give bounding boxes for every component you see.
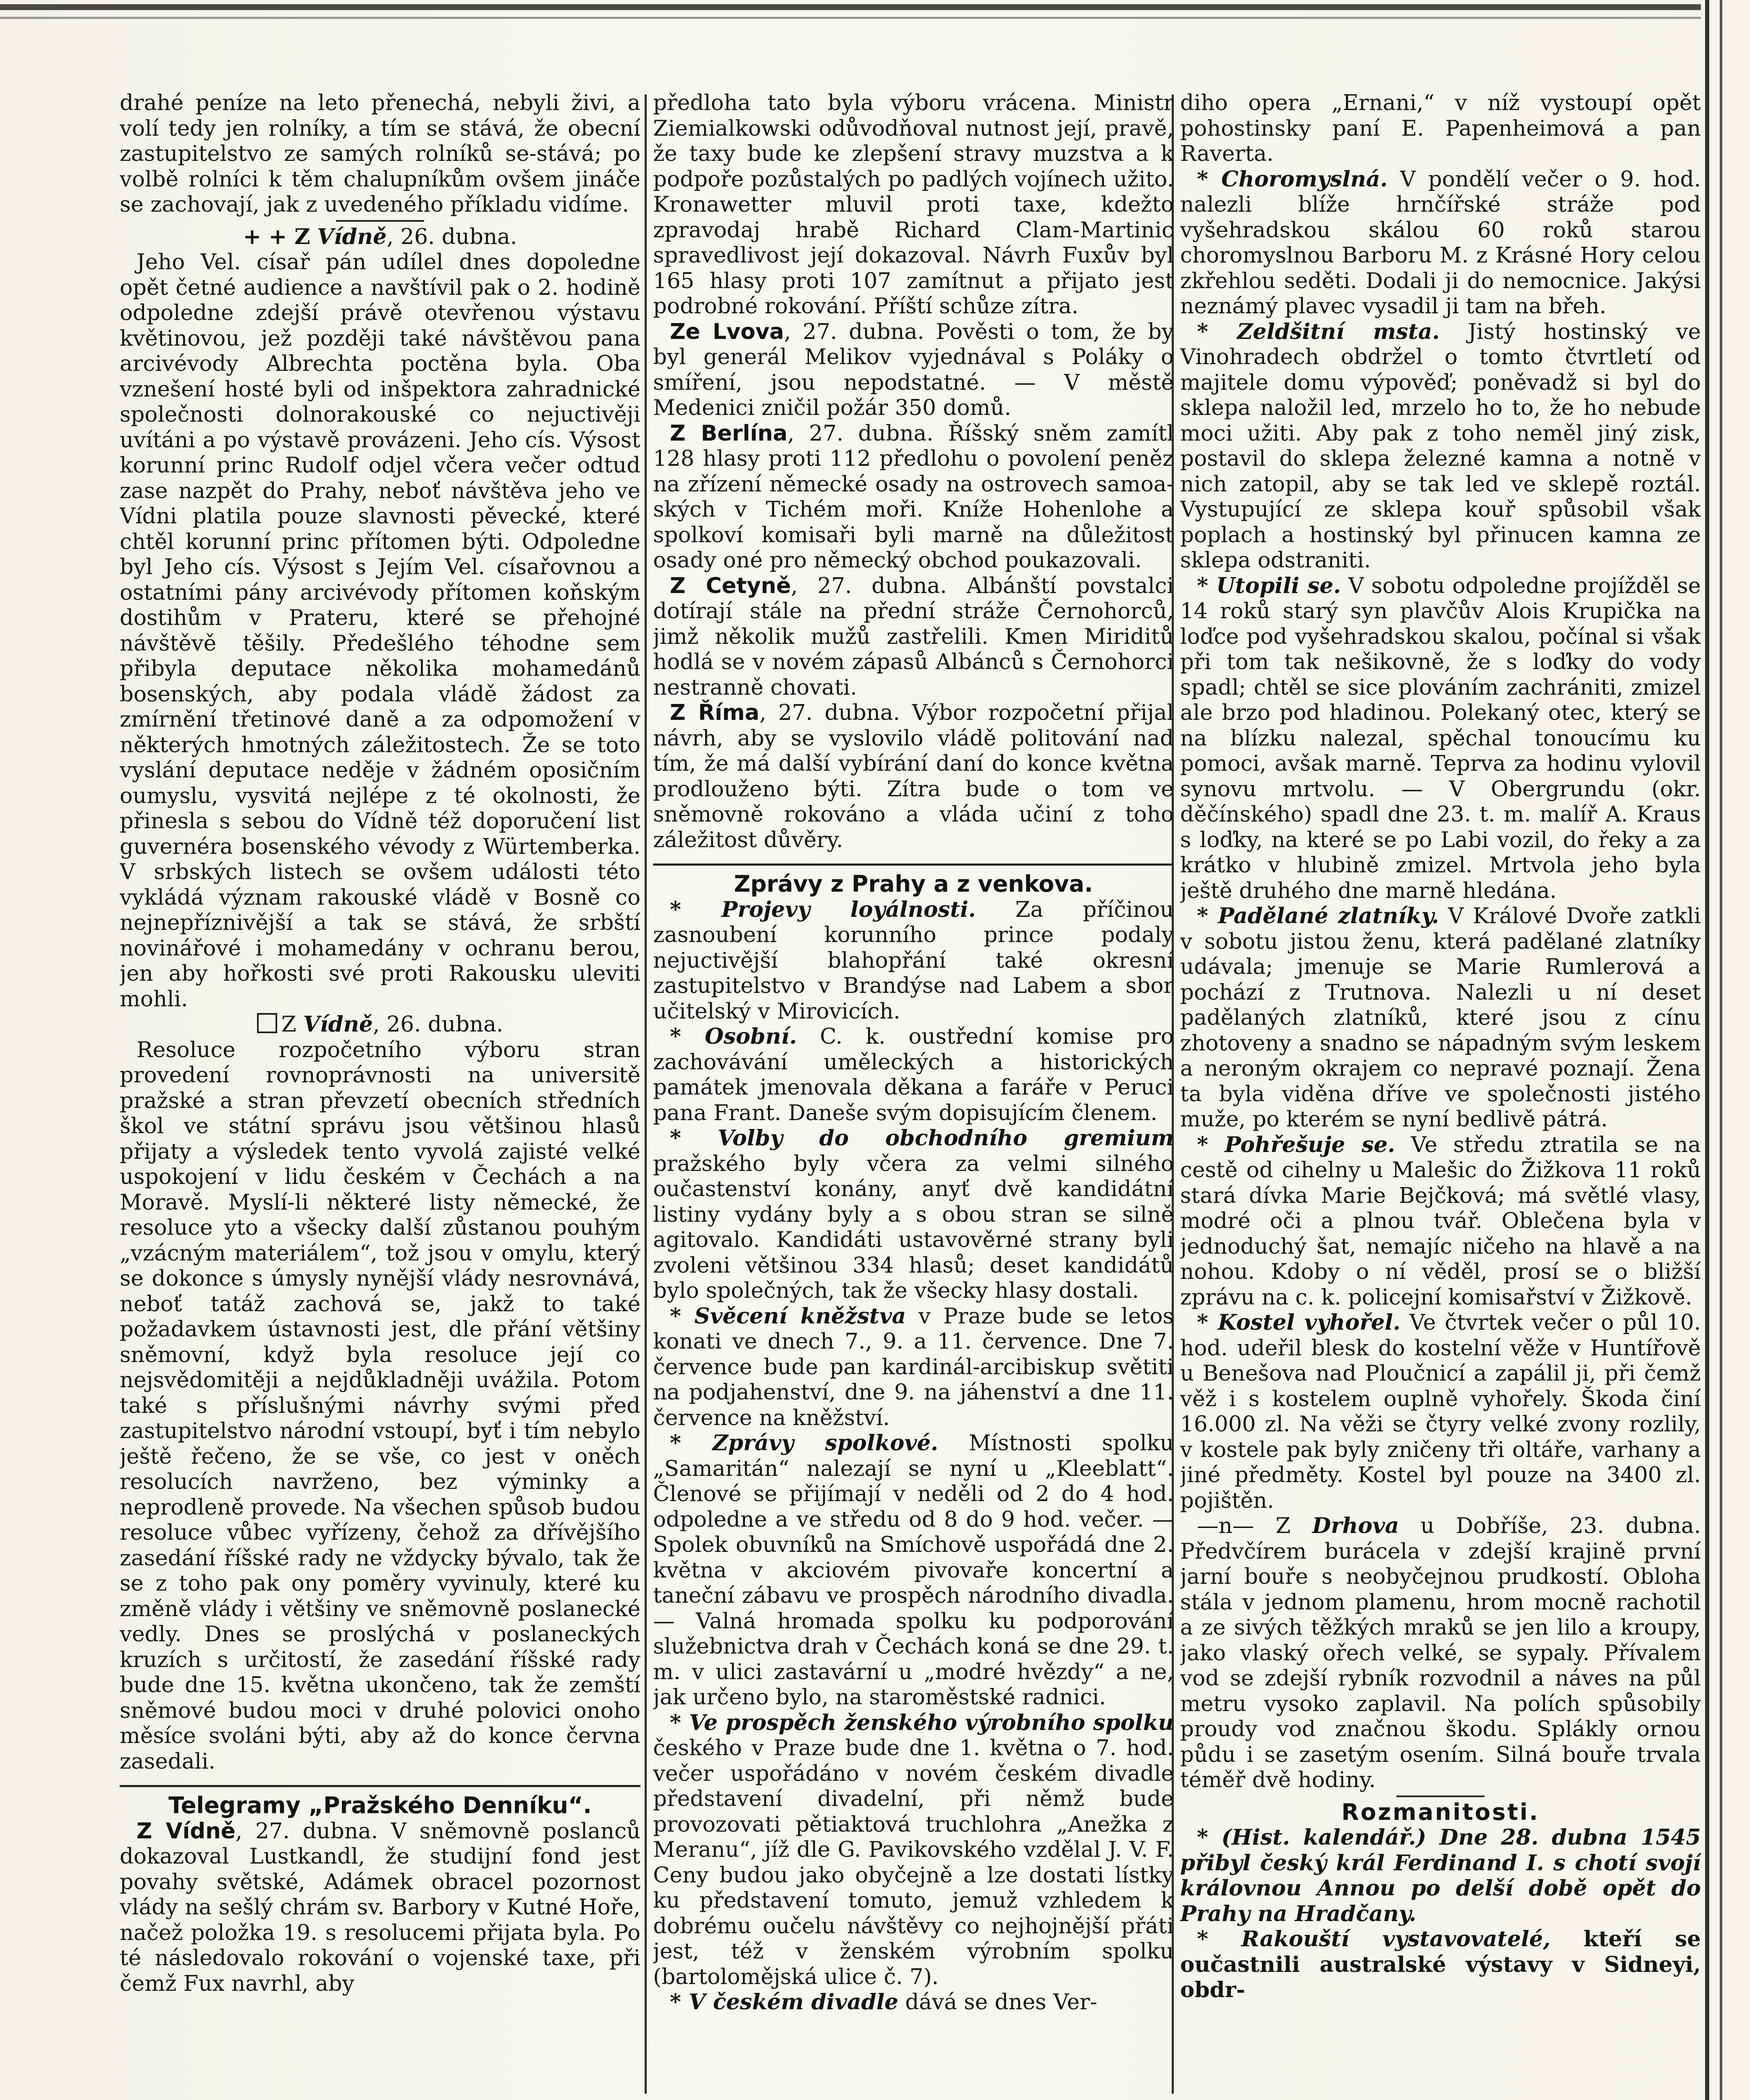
paragraph-continuation: diho opera „Ernani,“ v níž vystoupí opět pohostinsky paní E. Papenheimová a pan Raverta. [1180,90,1701,166]
telegram-city: Ze Lvova [670,319,784,344]
news-text: Ve čtvrtek večer o půl 10. hod. udeřil blesk do kostelní věže v Huntířově u Benešova nad Ploučnicí a zapálil ji, při čemž věž i s kostelem ouplně vyhořely. Škoda činí 16.000 zl. Na věži se čtyry velké zvony rozlily, v kostele pak byly zničeny tři oltáře, varhany a jiné předměty. Kostel byl pouze na 3400 zl. pojištěn. [1180,1310,1701,1513]
news-title: * Pohřešuje se. [1197,1132,1395,1158]
news-text: V pondělí večer o 9. hod. nalezli blíže hrnčířské stráže pod vyšehradskou skálou 60 roků starou choromyslnou Barboru M. z Krásné Hory celou zkřehlou seděti. Dodali ji do nemocnice. Jakýsi neznámý plavec vysadil ji tam na břeh. [1180,166,1701,319]
news-text: C. k. oustřední komise pro zachovávání uměleckých a historických památek jmenovala děkana a faráře v Peruci pana Frant. Daneše svým dopisujícím členem. [653,1024,1174,1126]
column-3 [1180,90,1701,2098]
dateline-date: , 26. dubna. [373,1012,504,1037]
telegram-lvov [653,319,1174,421]
heading-miscellany: Rozmanitosti. [1341,1798,1540,1825]
dateline-vienna-2 [120,1012,640,1037]
news-text: českého v Praze bude dne 1. května o 7. hod. večer uspořádáno v novém českém divadle představení divadelní, při němž bude provozovati pětiaktová truchlohra „Anežka z Meranu“, jíž dle G. Pavikovského vzdělal J. V. F. Ceny budou jako obyčejně a lze dostati lístky ku představení tomuto, jemuž vzhledem k dobrému oučelu návštěvy co nejhojnější přáti jest, též v ženském výrobním spolku (bartolomějská ulice č. 7). [653,1735,1174,1990]
news-ordination [653,1304,1174,1431]
misc-text: kteří se oučastnili australské výstavy v Sidneyi, obdr- [1180,1927,1701,2003]
misc-text: Dne 28. dubna 1545 přibyl český král Ferdinand I. s chotí svojí královnou Annou po delší době opět do Prahy na Hradčany. [1180,1825,1701,1927]
telegram-berlin [653,421,1174,573]
news-drowned [1180,573,1701,904]
separator-rule [1396,1796,1485,1797]
news-text: dává se dnes Ver- [898,1990,1097,2015]
news-title: * Osobní. [670,1024,797,1049]
top-border-rule-thin [0,17,1701,19]
news-title: * Utopili se. [1197,573,1341,598]
news-title: * Padělané zlatníky. [1197,903,1439,929]
telegram-text: , 27. dubna. Albánští povstalci dotírají stále na přední stráže Černohorců, jimž několik mužů zastřelili. Kmen Miriditů hodlá se v novém zápasů Albánců s Černohorci nestranně chovati. [653,573,1174,700]
news-personal [653,1024,1174,1126]
news-theatre [653,1990,1174,2015]
telegram-city: Z Říma [670,700,760,725]
section-rule [653,864,1174,866]
news-text: V sobotu odpoledne projížděl se 14 roků starý syn plavčův Alois Krupička na loďce pod vyšehradskou skalou, počínal si však při tom tak nešikovně, že s loďky do vody spadl; chtěl se sice plováním zachrániti, zmizel ale brzo pod hladinou. Polekaný otec, který se na blízku nalezal, spěchal tonoucímu ku pomoci, avšak marně. Teprva za hodinu vylovil synovu mrtvolu. — V Obergrundu (okr. děčínského) spadl dne 23. t. m. malíř A. Kraus s loďky, na které se po Labi vozil, do řeky a za krátko v hlubině zmizel. Mrtvola jeho byla ještě druhého dne marně hledána. [1180,573,1701,903]
news-insane-woman [1180,167,1701,319]
dateline-prefix: Z [281,1012,296,1037]
news-societies [653,1431,1174,1710]
news-lead: —n— Z [1197,1513,1291,1538]
news-loyalty [653,897,1174,1024]
news-elections [653,1126,1174,1304]
news-revenge [1180,319,1701,573]
dateline-city: Vídně [317,224,387,249]
news-text: Jistý hostinský ve Vinohradech obdržel o tomto čtvrtletí od majitele domu výpověď; poněvadž si byl do sklepa naložil led, mrzelo ho to, že ho nebude moci užiti. Aby pak z toho neměl jiný zisk, postavil do sklepa železné kamna a notně v nich zatopil, aby se tak led ve sklepě roztál. Vystupující ze sklepa kouř spůsobil však poplach a hostinský byl přinucen kamna ze sklepa odstraniti. [1180,319,1701,573]
misc-calendar [1180,1825,1701,1927]
dateline-city: Vídně [303,1012,373,1037]
news-text: v Praze bude se letos konati ve dnech 7., 9. a 11. července. Dne 7. července bude pan kardinál-arcibiskup světiti na podjahenství, dne 9. na jáhenství a dne 11. července na kněžství. [653,1303,1174,1431]
news-text: Ve středu ztratila se na cestě od cihelny u Malešic do Žižkova 11 roků stará dívka Marie Bejčková; má světlé vlasy, modré oči a plnou tvář. Oblečena byla v jednoduchý šat, nemajíc ničeho na hlavě a na nohou. Kdoby o ní věděl, prosí se o bližší zprávu na c. k. policejní komisařství v Žižkově. [1180,1132,1701,1310]
telegram-text: , 27. dubna. Říšský sněm zamítl 128 hlasy proti 112 předlohu o povolení peněz na zřízení německé osady na ostrovech samoa-ských v Tichém moři. Kníže Hohenlohe a spolkoví komisaři byli marně na důležitost osady oné pro německý obchod poukazovali. [653,420,1174,573]
box-mark-icon [257,1013,277,1033]
news-title: * Choromyslná. [1197,166,1388,192]
separator-rule [336,220,424,222]
column-divider-1 [645,94,647,2094]
telegram-cetyne [653,573,1174,701]
paragraph-resolution: Resoluce rozpočetního výboru stran provedení rovnoprávnosti na universitě pražské a stran převzetí obecních středních škol ve státní správu jsou většinou hlasů přijaty a výsledek tento vyvolá zajisté velké uspokojení v lidu českém v Čechách a na Moravě. Myslí-li některé listy německé, že resoluce yto a všecky další zůstanou pouhým „vzácným materiálem“, tož jsou v omylu, který se dokonce s úmysly nynější vlády nesrovnává, neboť tatáž zachová se, jakž to také požadavkem ústavnosti jest, dle přání většiny sněmovní, když byla resoluce její co nejsvědomitěji a nejdůkladněji uvážila. Potom také s příslušnými návrhy svými před zastupitelstvo národní vstoupí, byť i tím nebylo ještě řečeno, že se vše, co jest v oněch resolucích navrženo, bez výminky a neprodleně provede. Na všechen spůsob budou resoluce vůbec vyřízeny, čehož za dřívějšího zasedání říšské rady ne vždycky bývalo, tak že se z toho pak ony poměry vyvinuly, které ku změně vlády i většiny ve sněmovně poslanecké vedly. Dnes se proslýchá v poslaneckých kruzích s určitostí, že zasedání říšské rady bude dne 15. května ukončeno, tak že zemští sněmové budou moci v druhé polovici onoho měsíce svoláni býti, aby až do konce června zasedali. [120,1037,640,1774]
news-text: u Dobříše, 23. dubna. Předvčírem burácela v zdejší krajině první jarní bouře s neobyčejnou prudkostí. Obloha stála v jednom plamenu, hrom mocně rachotil a ze sivých těžkých mraků se jen lilo a kroupy, jako vlaský ořech velké, se sypaly. Přívalem vod se zdejší rybník rozvodnil a náves na půl metru vysoko zaplavil. Na polích spůsobily proudy vod značnou škodu. Splákly ornou půdu i se zasetým osením. Silná bouře trvala téměř dvě hodiny. [1180,1513,1701,1793]
news-text: Místnosti spolku „Samaritán“ nalezají se nyní u „Kleeblatt“. Členové se přijímají v neděli od 2 do 4 hod. odpoledne a ve středu od 8 do 9 hod. večer. — Spolek obuvníků na Smíchově uspořádá dne 2. května v akciovém pivovaře koncertní a taneční zábavu ve prospěch národního divadla. — Valná hromada spolku ku podporování služebnictva drah v Čechách koná se dne 29. t. m. v ulici zastavární u „modré hvězdy“ a ne, jak určeno bylo, na staroměstské radnici. [653,1431,1174,1710]
telegram-city: Z Vídně [136,1818,236,1844]
column-1 [120,90,640,2098]
news-text: pražského byly včera za velmi silného oučastenství konány, anyť dvě kandidátní listiny vydány byly a s obou stran se silně agitovalo. Kandidáti ustavověrné strany byli zvoleni většinou 334 hlasů; deset kandidátů bylo společných, tak že všecky hlasy dostali. [653,1151,1174,1303]
right-border-rule-thin [1720,0,1722,2100]
dateline-mark: + + Z [243,224,310,249]
telegram-city: Z Cetyně [670,573,791,598]
news-city: Drhova [1312,1513,1399,1538]
misc-exhibitors [1180,1927,1701,2003]
heading-telegrams: Telegramy „Pražského Denníku“. [168,1792,592,1819]
heading-prague-news: Zprávy z Prahy a z venkova. [734,871,1093,897]
news-title: * Svěcení kněžstva [670,1303,906,1329]
top-border-rule [0,4,1701,10]
news-title: * Projevy loyálnosti. [670,897,976,922]
telegram-rome [653,700,1174,853]
column-2 [653,90,1174,2098]
telegram-vienna [120,1819,640,1997]
news-title: * Zprávy spolkové. [670,1431,939,1456]
news-title: * Zeldšitní msta. [1197,319,1440,344]
news-title: * Ve prospěch ženského výrobního spolku [670,1710,1174,1735]
news-drhov-storm [1180,1513,1701,1793]
misc-title: * (Hist. kalendář.) [1197,1825,1427,1850]
news-counterfeit [1180,903,1701,1132]
telegram-text: , 27. dubna. Pověsti o tom, že by byl generál Melikov vyjednával s Poláky o smíření, jsou nepodstatné. — V městě Medenici zničil požár 350 domů. [653,319,1174,420]
paragraph-vienna-report: Jeho Vel. císař pán udílel dnes dopoledne opět četné audience a navštívil pak o 2. hodině odpoledne zdejší právě otevřenou výstavu květinovou, jež později také návštěvou pana arcivévody Albrechta poctěna byla. Oba vznešení hosté byli od inšpektora zahradnické společnosti dolnorakouské co nejuctivěji uvítáni a po výstavě provázeni. Jeho cís. Výsost korunní princ Rudolf odjel včera večer odtud zase nazpět do Prahy, neboť návštěva jeho ve Vídni platila pouze slavnosti pěvecké, které chtěl korunní princ přítomen býti. Odpoledne byl Jeho cís. Výsost s Jejím Vel. císařovnou a ostatními pány arcivévody přítomen koňským dostihům v Prateru, které se přehojné návštěvě těšily. Předešlého téhodne sem přibyla deputace několika mohamedánů bosenských, aby podala vládě žádost za zmírnění třetinové daně a za odpomožení v některých hmotných záležitostech. Že se toto vyslání deputace neděje v žádném oposičním oumyslu, vysvitá nejlépe z té okolnosti, že přinesla s sebou do Vídně též doporučení list guvernéra bosenského vévody z Würtemberka. V srbských listech se ovšem události této vykládá význam rakouské vládě v Bosně co nejnepříznivější a tak se stává, že srbští novinářové i mohamedány v ochranu berou, jen aby hořkosti své proti Rakousku uleviti mohli. [120,249,640,1012]
right-border-rule [1705,0,1709,2100]
news-title: * V českém divadle [670,1990,898,2015]
dateline-vienna-1 [120,224,640,250]
news-title: * Volby do obchodního gremium [670,1126,1174,1151]
dateline-date: , 26. dubna. [386,224,517,249]
news-text: Za příčinou zasnoubení korunního prince podaly nejuctivější blahopřání také okresní zastupitelstvo v Brandýse nad Labem a sbor učitelský v Mirovicích. [653,897,1174,1024]
paragraph-opening: drahé peníze na leto přenechá, nebyli živi, a volí tedy jen rolníky, a tím se stává, že obecní zastupitelstvo ze samých rolníků se-stává; po volbě rolníci k těm chalupníkům ovšem jináče se zachovají, jak z uvedeného příkladu vidíme. [120,90,640,217]
section-rule [120,1785,640,1787]
telegram-city: Z Berlína [670,420,788,446]
news-womens-society [653,1710,1174,1990]
paragraph-continuation: předloha tato byla výboru vrácena. Ministr Ziemialkowski odůvodňoval nutnost její, pravě, že taxy bude ke zlepšení stravy muzstva a k podpoře pozůstalých po padlých vojínech užito. Kronawetter mluvil proti taxe, kdežto zpravodaj hrabě Richard Clam-Martinic spravedlivost její dokazoval. Návrh Fuxův byl 165 hlasy proti 107 zamítnut a přijato jest podrobné rokování. Příští schůze zítra. [653,90,1174,319]
telegram-text: , 27. dubna. V sněmovně poslanců dokazoval Lustkandl, že studijní fond jest povahy světské, Adámek obracel pozornost vlády na sešlý chrám sv. Barbory v Kutné Hoře, načež položka 19. s resolucemi přijata byla. Po té následovalo rokování o vojenské taxe, při čemž Fux navrhl, aby [120,1818,640,1996]
news-text: V Králové Dvoře zatkli v sobotu jistou ženu, která padělané zlatníky udávala; jmenuje se Marie Rumlerová a pochází z Trutnova. Nalezli u ní deset padělaných zlatníků, které jsou z cínu zhotoveny a snadno se nápadným svým leskem a neroným okrajem co nepravé poznají. Žena ta byla viděna dříve ve společnosti jistého muže, po kterém se nyní bedlivě pátrá. [1180,903,1701,1132]
news-missing [1180,1132,1701,1310]
telegram-text: , 27. dubna. Výbor rozpočetní přijal návrh, aby se vyslovilo vládě politování nad tím, že má další vybírání daní do konce května prodlouženo býti. Zítra bude o tom ve sněmovně rokováno a vláda učiní z toho záležitost důvěry. [653,700,1174,853]
misc-title: * Rakouští vystavovatelé, [1197,1927,1551,1952]
news-church-fire [1180,1310,1701,1513]
news-title: * Kostel vyhořel. [1197,1310,1401,1335]
